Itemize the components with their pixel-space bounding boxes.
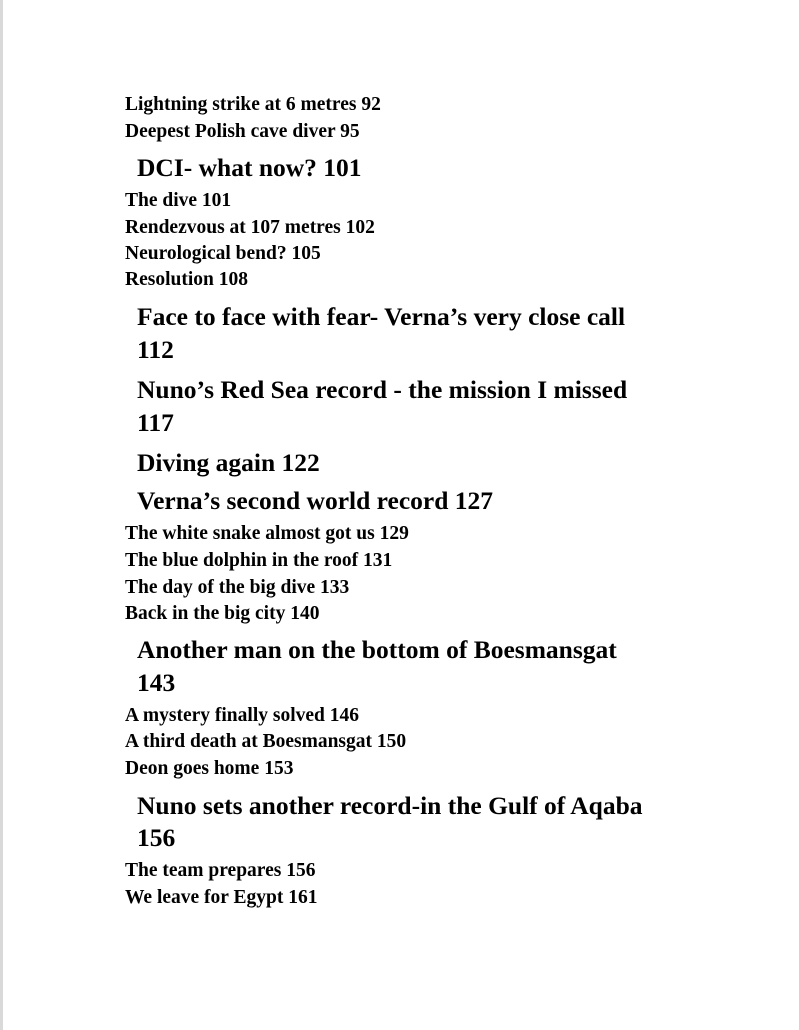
toc-chapter-page-number: 156 [137,823,176,852]
toc-chapter-entry: Face to face with fear- Verna’s very close call [137,302,626,331]
toc-chapter-entry: Diving again 122 [137,448,320,477]
toc-section-entry: The blue dolphin in the roof 131 [125,550,393,571]
toc-section-entry: Deon goes home 153 [125,758,294,779]
toc-chapter-entry: Another man on the bottom of Boesmansgat [137,635,617,664]
toc-section-entry: Deepest Polish cave diver 95 [125,121,360,142]
toc-chapter-page-number: 143 [137,668,176,697]
toc-chapter-entry: Nuno’s Red Sea record - the mission I missed [137,375,628,404]
toc-chapter-entry: DCI- what now? 101 [137,153,362,182]
toc-section-entry: Neurological bend? 105 [125,243,321,264]
toc-section-entry: The team prepares 156 [125,860,316,881]
toc-section-entry: Rendezvous at 107 metres 102 [125,217,375,238]
toc-section-entry: Lightning strike at 6 metres 92 [125,94,381,115]
toc-chapter-entry: Verna’s second world record 127 [137,486,494,515]
toc-section-entry: We leave for Egypt 161 [125,887,318,908]
toc-section-entry: The dive 101 [125,190,232,211]
toc-section-entry: The day of the big dive 133 [125,577,350,598]
toc-section-entry: A mystery finally solved 146 [125,705,359,726]
toc-section-entry: Back in the big city 140 [125,603,320,624]
toc-chapter-page-number: 117 [137,408,174,437]
toc-chapter-entry: Nuno sets another record-in the Gulf of Aqaba [137,791,643,820]
toc-section-entry: A third death at Boesmansgat 150 [125,731,407,752]
toc-section-entry: Resolution 108 [125,269,248,290]
toc-section-entry: The white snake almost got us 129 [125,523,409,544]
toc-chapter-page-number: 112 [137,335,174,364]
